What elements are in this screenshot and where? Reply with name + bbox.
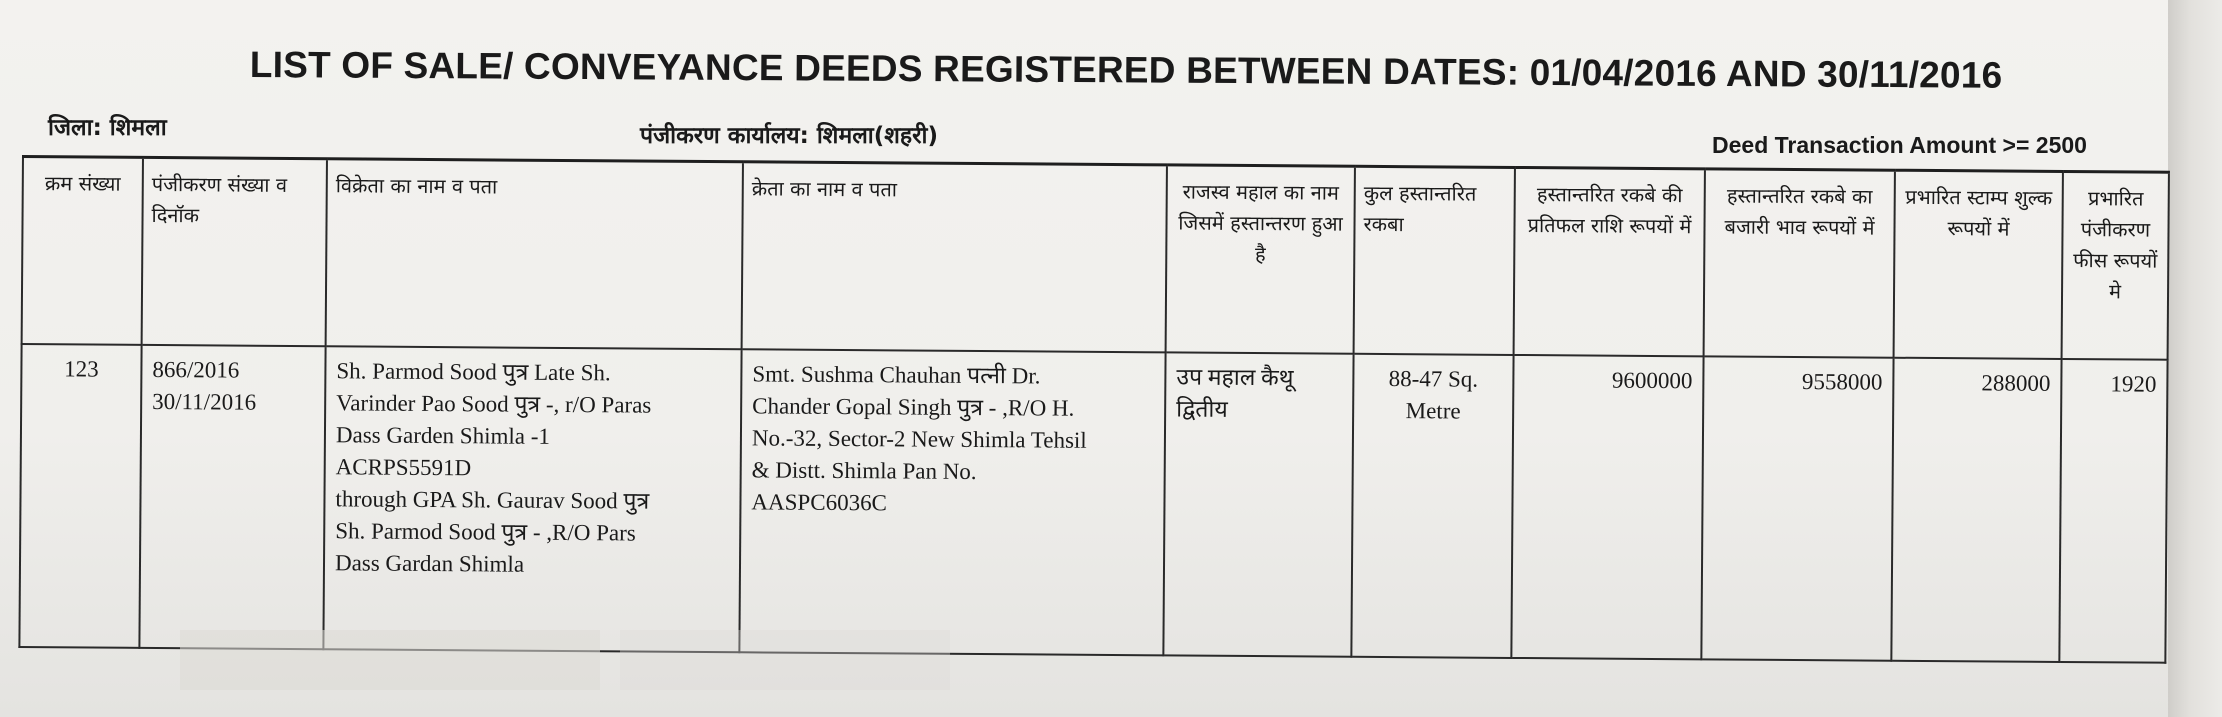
col-header-registration: पंजीकरण संख्या व दिनॉक [142,157,327,346]
seller-line: through GPA Sh. Gaurav Sood पुत्र [335,486,650,514]
consideration-cell: 9600000 [1511,355,1703,659]
buyer-cell [739,349,1165,655]
col-header-buyer: क्रेता का नाम व पता [742,162,1167,353]
total-area-cell [1351,354,1513,658]
revenue-estate-cell: उप महाल कैथू द्वितीय [1163,352,1353,656]
document-title: LIST OF SALE/ CONVEYANCE DEEDS REGISTERED BETWEEN DATES: 01/04/2016 AND 30/11/2016 [249,44,2003,96]
serial-cell: 123 [19,344,141,648]
registration-date: 30/11/2016 [152,388,257,415]
col-header-stamp-duty: प्रभारित स्टाम्प शुल्क रूपयों में [1894,170,2063,359]
col-header-market-value: हस्तान्तरित रकबे का बजारी भाव रूपयों में [1704,169,1895,358]
buyer-line: & Distt. Shimla Pan No. [751,457,977,485]
transaction-threshold-label: Deed Transaction Amount >= 2500 [1712,132,2087,158]
seller-line: Sh. Parmod Sood पुत्र - ,R/O Pars [335,518,636,546]
seller-line: Dass Gardan Shimla [334,550,525,577]
col-header-revenue-estate: राजस्व महाल का नाम जिसमें हस्तान्तरण हुआ है [1166,165,1355,354]
market-value-cell: 9558000 [1701,356,1893,660]
col-header-seller: विक्रेता का नाम व पता [326,159,743,350]
buyer-line: Smt. Sushma Chauhan पत्नी Dr. [752,361,1041,389]
bleed-through-mark [620,630,950,690]
seller-line: Varinder Pao Sood पुत्र -, r/O Paras [336,390,652,418]
page-edge-shadow [2168,0,2222,717]
buyer-line: Chander Gopal Singh पुत्र - ,R/O H. [752,393,1075,421]
seller-line: ACRPS5591D [335,454,472,481]
registration-office-label: पंजीकरण कार्यालय: शिमला(शहरी) [640,123,938,149]
area-value: 88-47 Sq. [1388,366,1479,392]
registration-number: 866/2016 [152,356,240,383]
seller-cell [323,346,741,652]
header-row [22,157,2169,360]
bleed-through-mark [180,630,600,690]
buyer-line: AASPC6036C [751,489,888,516]
col-header-consideration: हस्तान्तरित रकबे की प्रतिफल राशि रूपयों में [1514,167,1705,356]
col-header-serial: क्रम संख्या [22,157,143,345]
col-header-registration-fee: प्रभारित पंजीकरण फीस रूपयों मे [2062,171,2169,359]
area-unit: Metre [1405,398,1461,424]
col-header-total-area: कुल हस्तान्तरित रकबा [1354,166,1515,355]
registration-cell [139,345,325,649]
deeds-table [18,155,2170,664]
seller-line: Dass Garden Shimla -1 [335,422,551,449]
table-row [19,344,2167,663]
district-label: जिला: शिमला [48,115,167,141]
seller-line: Sh. Parmod Sood पुत्र Late Sh. [336,358,611,386]
deeds-table-container [18,155,2168,664]
buyer-line: No.-32, Sector-2 New Shimla Tehsil [751,425,1087,453]
stamp-duty-cell: 288000 [1891,358,2061,662]
registration-fee-cell: 1920 [2059,359,2167,663]
